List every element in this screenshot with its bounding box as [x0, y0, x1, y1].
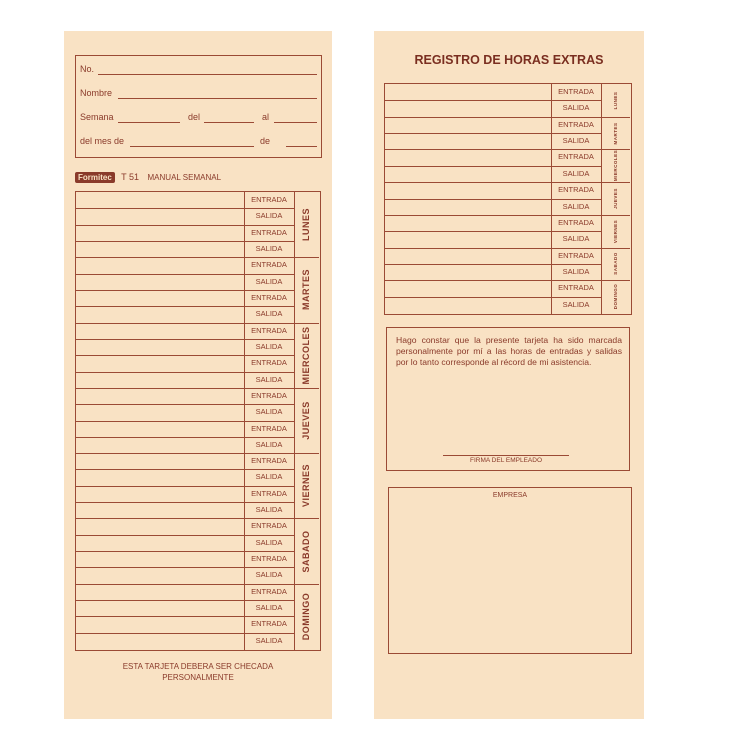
week-line [118, 122, 180, 123]
time-entry-cell[interactable] [76, 290, 244, 306]
time-card-front [64, 31, 332, 719]
name-field[interactable] [80, 88, 317, 102]
time-entry-cell[interactable] [76, 502, 244, 518]
slot-label: ENTRADA [251, 260, 287, 270]
number-label: No. [80, 64, 95, 74]
time-entry-cell[interactable] [76, 584, 244, 600]
time-entry-cell[interactable] [76, 388, 244, 404]
slot-label: SALIDA [255, 603, 283, 613]
slot-label: ENTRADA [251, 423, 287, 433]
slot-label: ENTRADA [558, 217, 594, 227]
slot-label: SALIDA [562, 234, 590, 244]
time-entry-cell[interactable] [76, 274, 244, 290]
time-entry-cell[interactable] [76, 600, 244, 616]
time-card-back [374, 31, 644, 719]
time-entry-cell[interactable] [76, 633, 244, 649]
slot-label: ENTRADA [251, 586, 287, 596]
time-entry-cell[interactable] [76, 616, 244, 632]
day-label: DOMINGO [300, 592, 311, 641]
footer-line-1: ESTA TARJETA DEBERA SER CHECADA [122, 662, 274, 671]
time-entry-cell[interactable] [385, 264, 551, 280]
time-entry-cell[interactable] [76, 551, 244, 567]
time-entry-cell[interactable] [76, 192, 244, 208]
time-entry-cell[interactable] [76, 372, 244, 388]
time-entry-cell[interactable] [385, 215, 551, 231]
time-entry-cell[interactable] [76, 535, 244, 551]
slot-label: ENTRADA [558, 87, 594, 96]
company-box[interactable] [388, 487, 632, 654]
slot-label: SALIDA [562, 299, 590, 309]
month-line [130, 146, 254, 147]
time-entry-cell[interactable] [76, 469, 244, 485]
attendance-statement: Hago constar que la presente tarjeta ha sido marcada personalmente por mí a las horas de entradas y salidas por lo tanto corresponde al récord de mi asistencia. [396, 335, 622, 367]
time-entry-cell[interactable] [385, 149, 551, 165]
time-entry-cell[interactable] [385, 280, 551, 296]
time-entry-cell[interactable] [76, 404, 244, 420]
slot-label: SALIDA [255, 309, 283, 319]
signature-line[interactable] [443, 455, 569, 456]
time-entry-cell[interactable] [76, 241, 244, 257]
month-field[interactable] [80, 136, 317, 150]
slot-label: SALIDA [562, 168, 590, 178]
month-label: del mes de [80, 136, 125, 146]
weekly-time-grid [75, 191, 321, 651]
time-entry-cell[interactable] [385, 182, 551, 198]
time-entry-cell[interactable] [76, 339, 244, 355]
card-footer-note [64, 661, 332, 683]
slot-label: SALIDA [255, 341, 283, 351]
slot-label: ENTRADA [558, 250, 594, 260]
slot-label: ENTRADA [251, 619, 287, 629]
slot-label: SALIDA [255, 537, 283, 547]
time-entry-cell[interactable] [385, 117, 551, 133]
week-al-label: al [262, 112, 270, 122]
time-entry-cell[interactable] [76, 486, 244, 502]
slot-label: ENTRADA [251, 521, 287, 531]
slot-label: SALIDA [562, 103, 590, 113]
week-field[interactable] [80, 112, 317, 126]
slot-label: SALIDA [255, 439, 283, 449]
day-label: LUNES [612, 91, 618, 110]
day-label: DOMINGO [612, 283, 618, 310]
slot-label: ENTRADA [558, 119, 594, 129]
slot-label: SALIDA [562, 136, 590, 146]
time-entry-cell[interactable] [385, 84, 551, 100]
slot-label: SALIDA [255, 505, 283, 515]
week-del-line [204, 122, 254, 123]
slot-label: SALIDA [255, 635, 283, 645]
day-label: SABADO [300, 530, 311, 573]
day-label: SABADO [612, 252, 618, 276]
year-line [286, 146, 317, 147]
time-entry-cell[interactable] [385, 297, 551, 313]
time-entry-cell[interactable] [76, 323, 244, 339]
slot-label: ENTRADA [251, 358, 287, 368]
form-description: MANUAL SEMANAL [147, 173, 222, 182]
brand-logo: Formitec [75, 172, 115, 183]
time-entry-cell[interactable] [76, 421, 244, 437]
slot-label: SALIDA [255, 243, 283, 253]
name-line [118, 98, 317, 99]
day-label: MARTES [612, 122, 618, 145]
year-de-label: de [260, 136, 271, 146]
slot-label: SALIDA [562, 266, 590, 276]
slot-label: ENTRADA [251, 325, 287, 335]
slot-label: ENTRADA [251, 292, 287, 302]
time-entry-cell[interactable] [76, 306, 244, 322]
slot-label: SALIDA [255, 374, 283, 384]
number-field[interactable] [80, 64, 317, 78]
slot-label: SALIDA [255, 472, 283, 482]
time-entry-cell[interactable] [385, 166, 551, 182]
time-entry-cell[interactable] [76, 225, 244, 241]
day-label: JUEVES [300, 401, 311, 440]
time-entry-cell[interactable] [76, 355, 244, 371]
slot-label: ENTRADA [558, 152, 594, 162]
time-entry-cell[interactable] [76, 257, 244, 273]
overtime-grid [384, 83, 632, 315]
time-entry-cell[interactable] [76, 567, 244, 583]
slot-label: SALIDA [255, 211, 283, 221]
slot-label: SALIDA [255, 276, 283, 286]
day-label: VIERNES [612, 219, 618, 243]
slot-label: ENTRADA [558, 185, 594, 195]
employee-info-box [75, 55, 322, 158]
week-label: Semana [80, 112, 114, 122]
time-entry-cell[interactable] [76, 208, 244, 224]
time-entry-cell[interactable] [76, 437, 244, 453]
time-entry-cell[interactable] [385, 100, 551, 116]
time-entry-cell[interactable] [385, 231, 551, 247]
week-del-label: del [188, 112, 201, 122]
time-entry-cell[interactable] [385, 199, 551, 215]
slot-label: ENTRADA [251, 456, 287, 466]
name-label: Nombre [80, 88, 113, 98]
time-entry-cell[interactable] [76, 518, 244, 534]
day-label: MARTES [300, 269, 311, 311]
time-entry-cell[interactable] [76, 453, 244, 469]
day-label: VIERNES [300, 464, 311, 508]
slot-label: SALIDA [255, 570, 283, 580]
signature-label: FIRMA DEL EMPLEADO [470, 457, 542, 464]
day-label: JUEVES [612, 188, 618, 209]
form-model: T 51 [121, 172, 139, 182]
number-line [98, 74, 317, 75]
week-al-line [274, 122, 317, 123]
slot-label: ENTRADA [251, 195, 287, 204]
day-label: LUNES [300, 208, 311, 242]
footer-line-2: PERSONALMENTE [162, 673, 234, 682]
day-label: MIERCOLES [300, 326, 311, 385]
slot-label: ENTRADA [251, 488, 287, 498]
slot-label: ENTRADA [251, 227, 287, 237]
statement-box [386, 327, 630, 471]
slot-label: ENTRADA [558, 283, 594, 293]
overtime-title: REGISTRO DE HORAS EXTRAS [414, 53, 604, 67]
day-label: MIERCOLES [612, 150, 618, 182]
brand-line [75, 171, 221, 183]
slot-label: ENTRADA [251, 554, 287, 564]
time-entry-cell[interactable] [385, 133, 551, 149]
slot-label: SALIDA [562, 201, 590, 211]
company-label: EMPRESA [492, 492, 528, 499]
slot-label: SALIDA [255, 407, 283, 417]
time-entry-cell[interactable] [385, 248, 551, 264]
slot-label: ENTRADA [251, 390, 287, 400]
